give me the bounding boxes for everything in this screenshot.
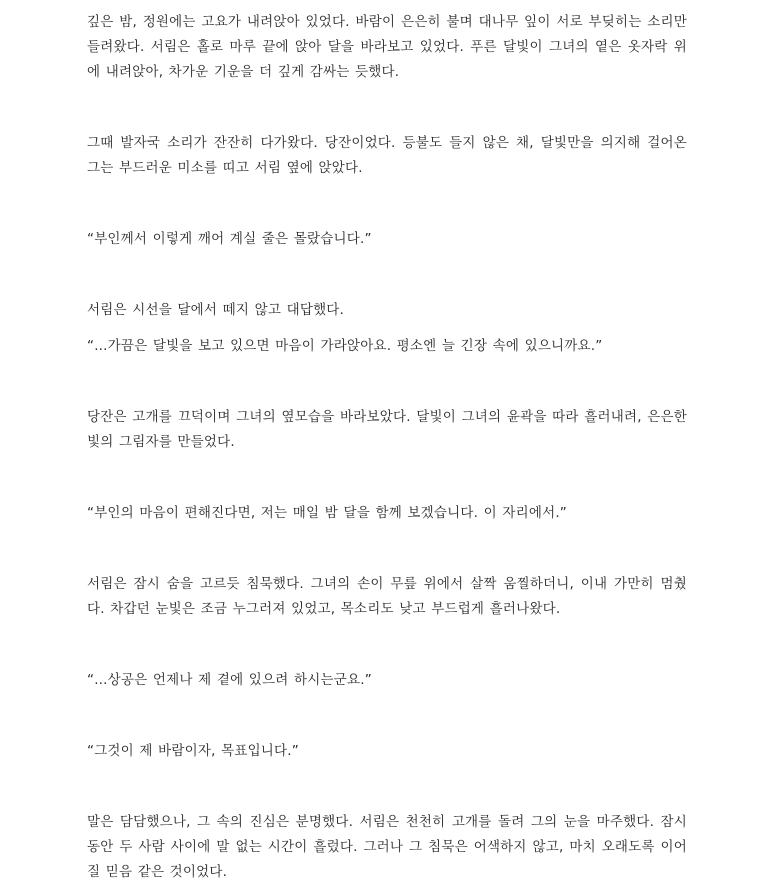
paragraph-8: 서림은 잠시 숨을 고르듯 침묵했다. 그녀의 손이 무릎 위에서 살짝 움찔하더니, 이내 가만히 멈췄다. 차갑던 눈빛은 조금 누그러져 있었고, 목소리도 낮고 부드럽게 흘러나왔다. [87,576,687,617]
paragraph-1: 깊은 밤, 정원에는 고요가 내려앉아 있었다. 바람이 은은히 불며 대나무 잎이 서로 부딪히는 소리만 들려왔다. 서림은 홀로 마루 끝에 앉아 달을 바라보고 있었다. 푸른 달빛이 그녀의 옅은 옷자락 위에 내려앉아, 차가운 기운을 더 깊게 감싸는 듯했다. [87,14,687,80]
paragraph-11: 말은 담담했으나, 그 속의 진심은 분명했다. 서림은 천천히 고개를 돌려 그의 눈을 마주했다. 잠시 동안 두 사람 사이에 말 없는 시간이 흘렀다. 그러나 그 침묵은 어색하지 않고, 마치 오래도록 이어질 믿음 같은 것이었다. [87,814,687,880]
paragraph-2: 그때 발자국 소리가 잔잔히 다가왔다. 당잔이었다. 등불도 들지 않은 채, 달빛만을 의지해 걸어온 그는 부드러운 미소를 띠고 서림 옆에 앉았다. [87,135,687,176]
paragraph-10: “그것이 제 바람이자, 목표입니다.” [87,743,299,759]
paragraph-9: “...상공은 언제나 제 곁에 있으려 하시는군요.” [87,672,372,688]
paragraph-4: 서림은 시선을 달에서 떼지 않고 대답했다. [87,302,345,318]
paragraph-6: 당잔은 고개를 끄덕이며 그녀의 옆모습을 바라보았다. 달빛이 그녀의 윤곽을 따라 흘러내려, 은은한 빛의 그림자를 만들었다. [87,409,687,450]
paragraph-7: “부인의 마음이 편해진다면, 저는 매일 밤 달을 함께 보겠습니다. 이 자리에서.” [87,505,568,521]
paragraph-5: “...가끔은 달빛을 보고 있으면 마음이 가라앉아요. 평소엔 늘 긴장 속에 있으니까요.” [87,338,603,354]
document-body [87,10,687,885]
paragraph-3: “부인께서 이렇게 깨어 계실 줄은 몰랐습니다.” [87,231,372,247]
